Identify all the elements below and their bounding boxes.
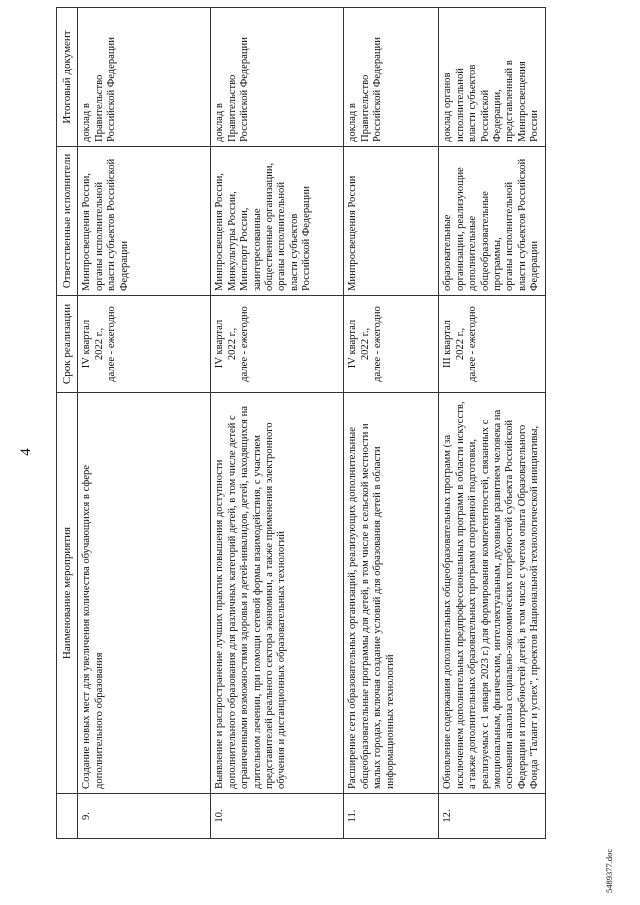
action-name-cell: Выявление и распространение лучших практик повышения доступности дополнительного образования для различных категорий детей, в том числе детей с ограниченными возможностями здоровья и детей-инвалидов, детей, находящихся на длительном лечении, при помощи сетевой формы взаимодействия, с участием представителей реального сектора экономики, а также применения электронного обучения и дистанционных образовательных технологий bbox=[211, 393, 344, 794]
final-document-cell-line: Правительство bbox=[226, 74, 238, 142]
responsible-cell-line: заинтересованные bbox=[251, 208, 263, 291]
term-cell-line: IV квартал bbox=[347, 319, 359, 369]
final-document-cell-line: исполнительной bbox=[454, 68, 466, 142]
responsible-cell bbox=[211, 147, 344, 296]
row-number: 9. bbox=[78, 794, 211, 839]
term-cell-line: далее - ежегодно bbox=[106, 306, 118, 382]
responsible-cell bbox=[78, 147, 211, 296]
page-number: 4 bbox=[18, 448, 34, 456]
responsible-cell-line: органы исполнительной bbox=[276, 182, 288, 291]
table-row bbox=[78, 8, 211, 839]
responsible-cell-line: дополнительные bbox=[467, 215, 479, 291]
responsible-cell-line: Минпросвещения России, bbox=[81, 173, 93, 291]
final-document-cell-line: Российской bbox=[479, 89, 491, 142]
responsible-cell bbox=[344, 147, 439, 296]
responsible-cell-line: органы исполнительной bbox=[93, 182, 105, 291]
term-cell-line: 2022 г., bbox=[226, 327, 238, 361]
final-document-cell-line: Российской Федерации bbox=[239, 37, 251, 142]
responsible-cell-line: программы, bbox=[492, 237, 504, 291]
document-footer-filename: 5489377.doc bbox=[604, 848, 614, 893]
action-name-cell: Обновление содержания дополнительных общеобразовательных программ (за исключением дополнительных предпрофессиональных программ в области искусств, а также дополнительных образовательных программ спортивной подготовки, реализуемых с 1 января 2023 г.) для формирования компетентностей, связанных с эмоциональным, физическим, интеллектуальным, духовным развитием человека на основании анализа социально-экономических потребностей субъекта Российской Федерации и потребностей детей, в том числе с учетом опыта Образовательного Фонда "Талант и успех", проектов Национальной технологической инициативы, bbox=[439, 393, 545, 794]
term-cell-line: далее - ежегодно bbox=[372, 306, 384, 382]
term-cell bbox=[439, 296, 545, 393]
final-document-cell bbox=[439, 8, 545, 147]
term-cell bbox=[344, 296, 439, 393]
term-cell-line: 2022 г., bbox=[93, 327, 105, 361]
responsible-cell-line: Российской Федерации bbox=[301, 186, 313, 291]
responsible-cell-line: общественные организации, bbox=[264, 162, 276, 291]
header-term: Срок реализации bbox=[57, 296, 78, 393]
header-responsible: Ответственные исполнители bbox=[57, 147, 78, 296]
responsible-cell-line: Минпросвещения России, bbox=[214, 173, 226, 291]
final-document-cell bbox=[344, 8, 439, 147]
final-document-cell-line: Российской Федерации bbox=[106, 37, 118, 142]
final-document-cell-line: представленный в bbox=[504, 60, 516, 142]
final-document-cell-line: доклад в bbox=[347, 103, 359, 142]
final-document-cell bbox=[78, 8, 211, 147]
responsible-cell-line: образовательные bbox=[442, 214, 454, 291]
term-cell-line: 2022 г., bbox=[454, 327, 466, 361]
term-cell-line: далее - ежегодно bbox=[239, 306, 251, 382]
responsible-cell-line: власти субъектов bbox=[288, 213, 300, 291]
action-name-cell: Создание новых мест для увеличения количества обучающихся в сфере дополнительного образования bbox=[78, 393, 211, 794]
responsible-cell-line: организации, реализующие bbox=[454, 167, 466, 291]
final-document-cell-line: доклад в bbox=[214, 103, 226, 142]
final-document-cell-line: Российской Федерации bbox=[372, 37, 384, 142]
responsible-cell-line: власти субъектов Российской bbox=[106, 158, 118, 291]
term-cell-line: 2022 г., bbox=[359, 327, 371, 361]
responsible-cell-line: Минкультуры России, bbox=[226, 191, 238, 291]
responsible-cell-line: власти субъектов Российской bbox=[516, 158, 528, 291]
responsible-cell-line: Федерации bbox=[118, 240, 130, 291]
final-document-cell-line: власти субъектов bbox=[467, 64, 479, 142]
row-number: 11. bbox=[344, 794, 439, 839]
final-document-cell-line: России bbox=[529, 110, 541, 142]
responsible-cell bbox=[439, 147, 545, 296]
responsible-cell-line: Минспорт России, bbox=[239, 207, 251, 291]
row-number: 12. bbox=[439, 794, 545, 839]
row-number: 10. bbox=[211, 794, 344, 839]
table-row bbox=[211, 8, 344, 839]
table-header-row bbox=[57, 8, 78, 839]
final-document-cell-line: Правительство bbox=[93, 74, 105, 142]
final-document-cell-line: Минпросвещения bbox=[516, 61, 528, 142]
action-name-cell: Расширение сети образовательных организаций, реализующих дополнительные общеобразовательные программы для детей, в том числе в сельской местности и малых городах, включая создание условий для образования детей в области информационных технологий bbox=[344, 393, 439, 794]
term-cell bbox=[211, 296, 344, 393]
responsible-cell-line: общеобразовательные bbox=[479, 191, 491, 291]
action-plan-table bbox=[56, 7, 546, 839]
table-row bbox=[439, 8, 545, 839]
term-cell bbox=[78, 296, 211, 393]
term-cell-line: IV квартал bbox=[81, 319, 93, 369]
term-cell-line: далее - ежегодно bbox=[467, 306, 479, 382]
table-row bbox=[344, 8, 439, 839]
responsible-cell-line: Минпросвещения России bbox=[347, 175, 359, 291]
header-final-document: Итоговый документ bbox=[57, 8, 78, 147]
header-action-name: Наименование мероприятия bbox=[57, 393, 78, 794]
responsible-cell-line: органы исполнительной bbox=[504, 182, 516, 291]
final-document-cell-line: доклад органов bbox=[442, 72, 454, 142]
term-cell-line: IV квартал bbox=[214, 319, 226, 369]
responsible-cell-line: Федерации bbox=[529, 240, 541, 291]
header-number bbox=[57, 794, 78, 839]
final-document-cell bbox=[211, 8, 344, 147]
final-document-cell-line: Федерации, bbox=[492, 89, 504, 142]
final-document-cell-line: доклад в bbox=[81, 103, 93, 142]
term-cell-line: III квартал bbox=[442, 320, 454, 368]
final-document-cell-line: Правительство bbox=[359, 74, 371, 142]
